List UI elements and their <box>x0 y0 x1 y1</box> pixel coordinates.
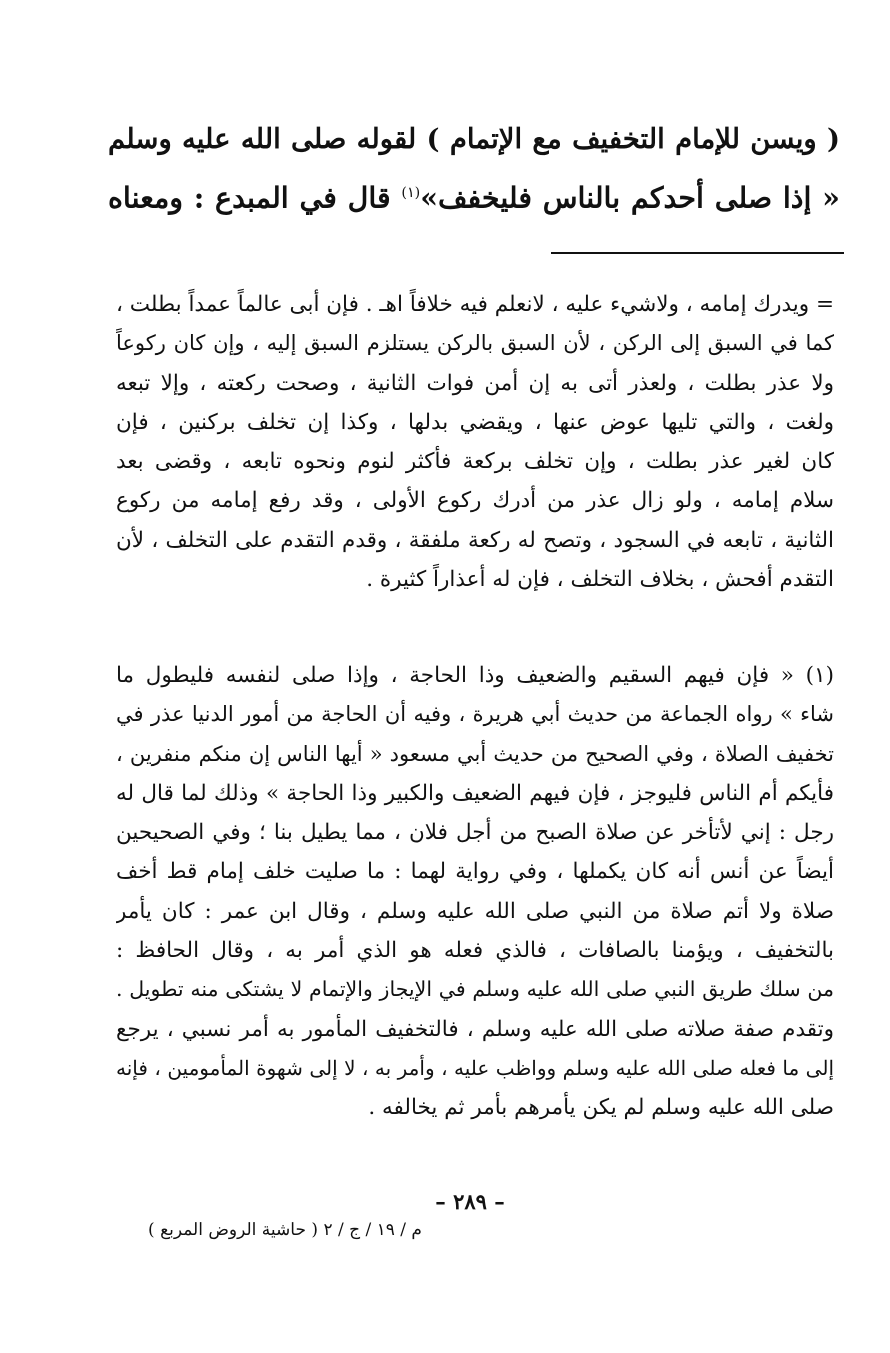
footnote-line: رجل : إني لأتأخر عن صلاة الصبح من أجل فلان ، مما يطيل بنا ؛ وفي الصحيحين <box>116 820 834 846</box>
main-text-line-2 <box>108 166 840 225</box>
continuation-line: ولغت ، والتي تليها عوض عنها ، ويقضي بدلها ، وكذا إن تخلف بركنين ، فإن <box>116 409 834 435</box>
continuation-line: ولا عذر بطلت ، ولعذر أتى به إن أمن فوات الثانية ، وصحت ركعته ، وإلا تبعه <box>116 370 834 396</box>
footnote-separator <box>551 252 844 254</box>
footnote-line: صلى الله عليه وسلم لم يكن يأمرهم بأمر ثم يخالفه . <box>368 1095 834 1121</box>
hadith-quote: « إذا صلى أحدكم بالناس فليخفف» <box>420 180 840 215</box>
footnote-line: وتقدم صفة صلاته صلى الله عليه وسلم ، فالتخفيف المأمور به أمر نسبي ، يرجع <box>116 1016 834 1042</box>
book-signature: م / ١٩ / ج / ٢ ( حاشية الروض المربع ) <box>148 1220 422 1240</box>
footnote-line: أيضاً عن أنس أنه كان يكملها ، وفي رواية لهما : ما صليت خلف إمام قط أخف <box>116 859 834 885</box>
main-text-line-1: ( ويسن للإمام التخفيف مع الإتمام ) لقوله صلى الله عليه وسلم <box>108 123 840 155</box>
continuation-line: سلام إمامه ، ولو زال عذر من أدرك ركوع الأولى ، وقد رفع إمامه من ركوع <box>116 488 834 514</box>
footnote-line: (١) « فإن فيهم السقيم والضعيف وذا الحاجة ، وإذا صلى لنفسه فليطول ما <box>116 663 834 688</box>
footnote-reference: (١) <box>401 185 421 201</box>
footnote-line: بالتخفيف ، ويؤمنا بالصافات ، فالذي فعله هو الذي أمر به ، وقال الحافظ : <box>116 938 834 964</box>
footnote-line: صلاة ولا أتم صلاة من النبي صلى الله عليه وسلم ، وقال ابن عمر : كان يأمر <box>116 898 834 924</box>
page-number: – ٢٨٩ – <box>435 1189 505 1214</box>
footnote-line: فأيكم أم الناس فليوجز ، فإن فيهم الضعيف والكبير وذا الحاجة » وذلك لما قال له <box>116 780 834 806</box>
continuation-line: الثانية ، تابعه في السجود ، وتصح له ركعة ملفقة ، وقدم التقدم على التخلف ، لأن <box>116 527 834 553</box>
continued-footnote <box>116 285 834 599</box>
continuation-line: التقدم أفحش ، بخلاف التخلف ، فإن له أعذاراً كثيرة . <box>366 567 834 593</box>
continuation-line: كان لغير عذر بطلت ، وإن تخلف بركعة فأكثر لنوم ونحوه تابعه ، وقضى بعد <box>116 449 834 475</box>
footnote-line: شاء » رواه الجماعة من حديث أبي هريرة ، وفيه أن الحاجة من أمور الدنيا عذر في <box>116 702 834 727</box>
main-text <box>108 112 840 225</box>
footnote-line: إلى ما فعله صلى الله عليه وسلم وواظب عليه ، وأمر به ، لا إلى شهوة المأمومين ، فإنه <box>116 1055 834 1080</box>
main-text-line-2-rest: قال في المبدع : ومعناه <box>108 180 402 215</box>
continuation-line: = ويدرك إمامه ، ولاشيء عليه ، لانعلم فيه خلافاً اهـ . فإن أبى عالماً عمداً بطلت ، <box>116 292 834 317</box>
footnote-1 <box>116 656 834 1128</box>
footnote-line: من سلك طريق النبي صلى الله عليه وسلم في الإيجاز والإتمام لا يشتكى منه تطويل . <box>116 977 834 1002</box>
continuation-line: كما في السبق إلى الركن ، لأن السبق بالركن يستلزم السبق إليه ، وإن كان ركوعاً <box>116 331 834 356</box>
footnote-line: تخفيف الصلاة ، وفي الصحيح من حديث أبي مسعود « أيها الناس إن منكم منفرين ، <box>116 741 834 766</box>
